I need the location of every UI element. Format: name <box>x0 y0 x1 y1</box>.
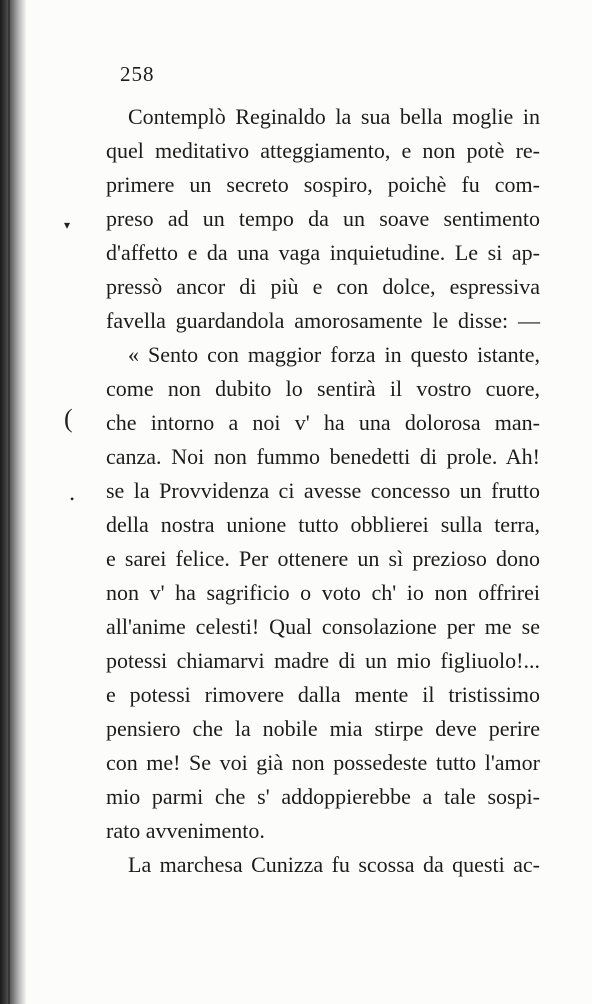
text-line: che intorno a noi v' ha una dolorosa man- <box>106 410 540 435</box>
text-line: con me! Se voi già non possedeste tutto l'amor <box>106 750 540 775</box>
gutter-line <box>8 0 10 1004</box>
text-line: della nostra unione tutto obblierei sulla terra, <box>106 512 540 537</box>
text-line: all'anime celesti! Qual consolazione per me se <box>106 614 540 639</box>
page-number: 258 <box>120 62 155 86</box>
text-line: « Sento con maggior forza in questo istante, <box>128 342 540 367</box>
text-line: potessi chiamarvi madre di un mio figliuolo!... <box>106 648 540 673</box>
text-line: pensiero che la nobile mia stirpe deve perire <box>106 716 540 741</box>
text-line: d'affetto e da una vaga inquietudine. Le si ap- <box>106 240 540 265</box>
text-line: favella guardandola amorosamente le disse: — <box>106 308 540 333</box>
margin-mark-triangle: ▾ <box>64 218 71 232</box>
text-line: mio parmi che s' addoppierebbe a tale sospi- <box>106 784 540 809</box>
text-line: preso ad un tempo da un soave sentimento <box>106 206 540 231</box>
book-gutter <box>0 0 26 1004</box>
text-line: primere un secreto sospiro, poichè fu com- <box>106 172 540 197</box>
text-line: La marchesa Cunizza fu scossa da questi ac- <box>128 852 540 877</box>
text-line: quel meditativo atteggiamento, e non potè re- <box>106 138 540 163</box>
text-line: come non dubito lo sentirà il vostro cuore, <box>106 376 540 401</box>
text-line: non v' ha sagrificio o voto ch' io non offrirei <box>106 580 540 605</box>
text-line: pressò ancor di più e con dolce, espressiva <box>106 274 540 299</box>
text-line: e sarei felice. Per ottenere un sì prezioso dono <box>106 546 540 571</box>
margin-mark-parenthesis: ( <box>64 404 73 433</box>
text-line: rato avvenimento. <box>106 818 265 843</box>
text-line: se la Provvidenza ci avesse concesso un frutto <box>106 478 540 503</box>
margin-mark-dot: • <box>70 492 75 506</box>
text-line: canza. Noi non fummo benedetti di prole. Ah! <box>106 444 540 469</box>
text-line: Contemplò Reginaldo la sua bella moglie in <box>128 104 540 129</box>
body-text <box>106 100 540 882</box>
text-line: e potessi rimovere dalla mente il tristissimo <box>106 682 540 707</box>
